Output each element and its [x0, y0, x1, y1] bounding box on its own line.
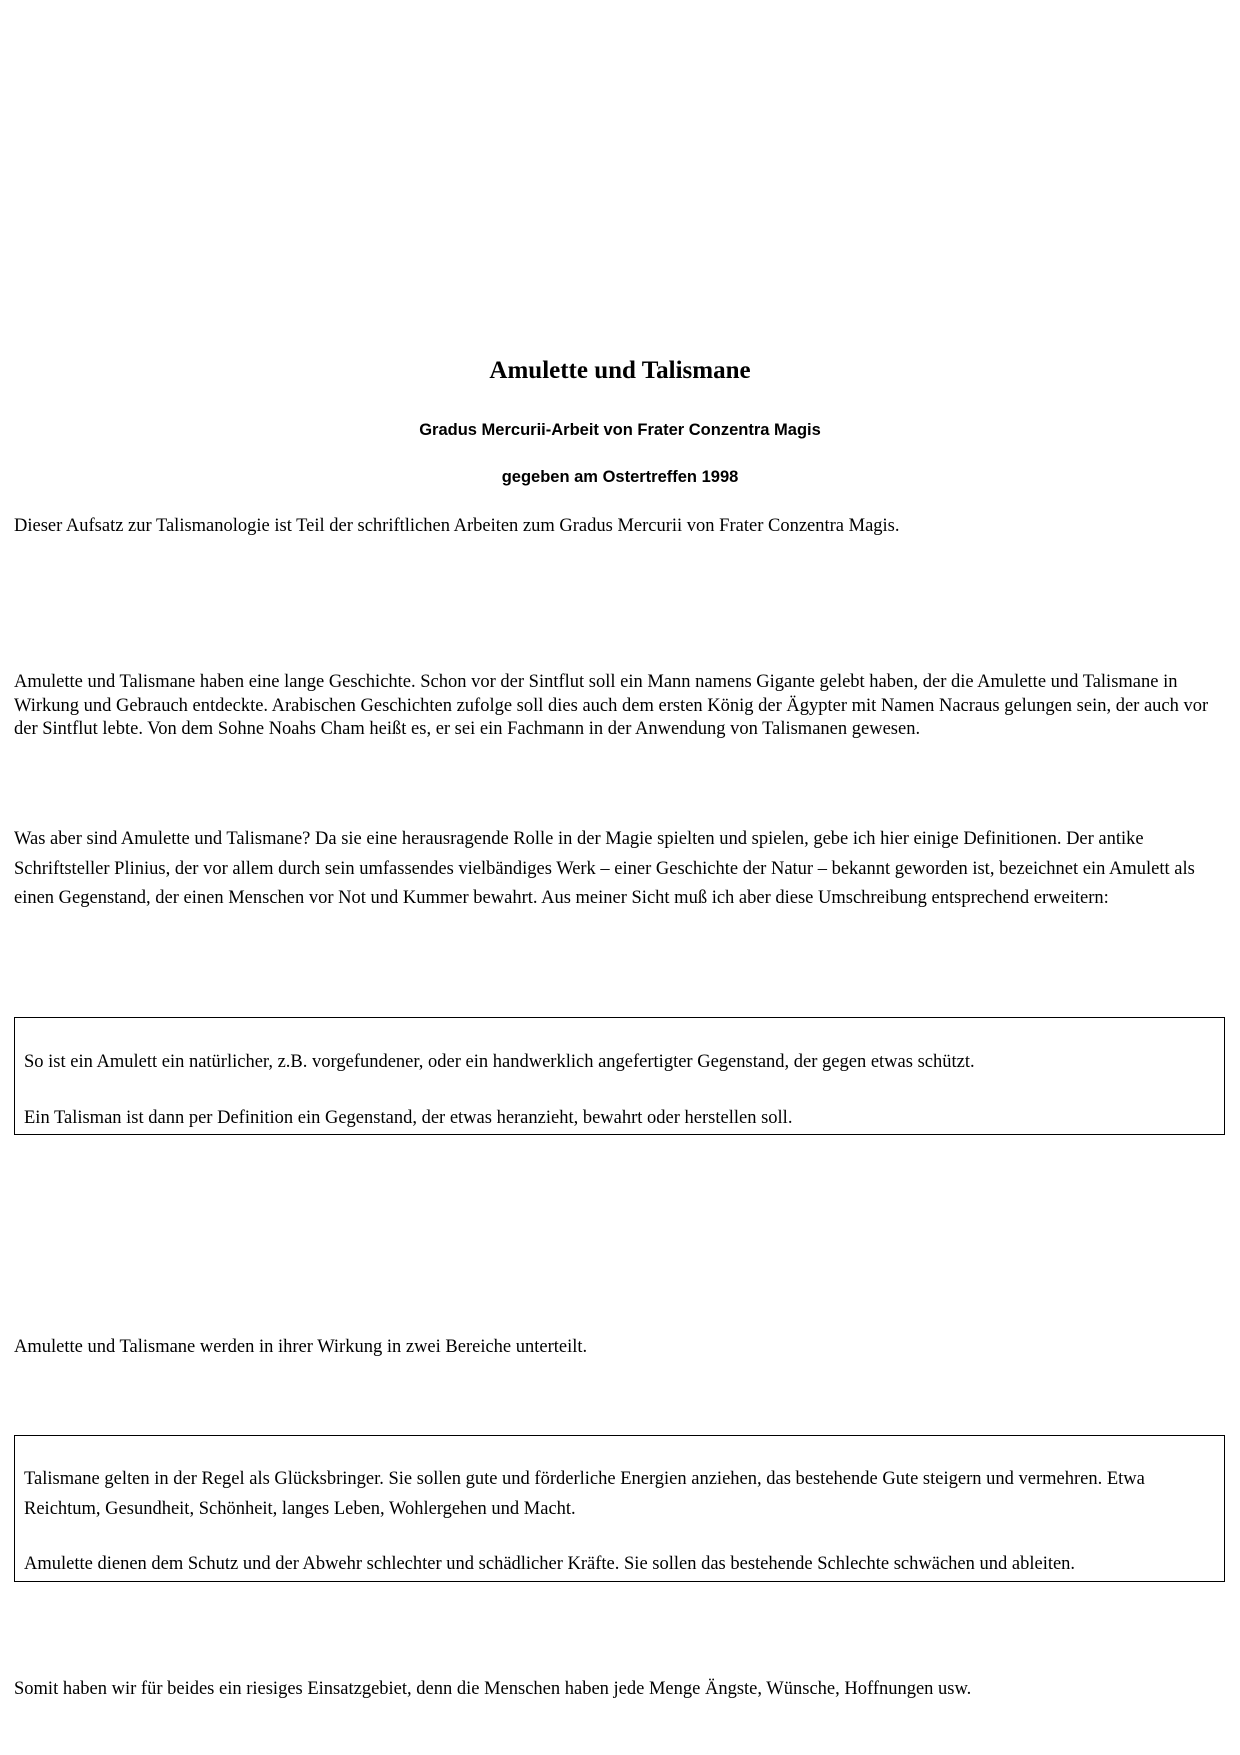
talisman-definition: Ein Talisman ist dann per Definition ein Gegenstand, der etwas heranzieht, bewahrt oder herstellen soll.	[24, 1108, 793, 1128]
intro-paragraph: Dieser Aufsatz zur Talismanologie ist Teil der schriftlichen Arbeiten zum Gradus Mercurii von Frater Conzentra Magis.	[14, 516, 900, 536]
summary-paragraph: Somit haben wir für beides ein riesiges Einsatzgebiet, denn die Menschen haben jede Menge Ängste, Wünsche, Hoffnungen usw.	[14, 1679, 972, 1699]
definition-box	[14, 1017, 1225, 1135]
document-subtitle: Gradus Mercurii-Arbeit von Frater Conzentra Magis	[419, 421, 821, 439]
amulette-effect: Amulette dienen dem Schutz und der Abwehr schlechter und schädlicher Kräfte. Sie sollen das bestehende Schlechte schwächen und ableiten.	[24, 1554, 1076, 1574]
effect-box	[14, 1435, 1225, 1582]
history-paragraph: Amulette und Talismane haben eine lange Geschichte. Schon vor der Sintflut soll ein Mann namens Gigante gelebt haben, der die Amulette und Talismane in Wirkung und Gebrauch entdeckte. Arabischen Geschichten zufolge soll dies auch dem ersten König der Ägypter mit Namen Nacraus gelungen sein, der auch vor der Sintflut lebte. Von dem Sohne Noahs Cham heißt es, er sei ein Fachmann in der Anwendung von Talismanen gewesen.	[14, 672, 1209, 739]
document-date-line: gegeben am Ostertreffen 1998	[501, 468, 739, 486]
document-title: Amulette und Talismane	[489, 357, 751, 384]
areas-paragraph: Amulette und Talismane werden in ihrer Wirkung in zwei Bereiche unterteilt.	[14, 1337, 588, 1357]
amulett-definition: So ist ein Amulett ein natürlicher, z.B. vorgefundener, oder ein handwerklich angefertigter Gegenstand, der gegen etwas schützt.	[24, 1052, 975, 1072]
talismane-effect: Talismane gelten in der Regel als Glücksbringer. Sie sollen gute und förderliche Energien anziehen, das bestehende Gute steigern und vermehren. Etwa Reichtum, Gesundheit, Schönheit, langes Leben, Wohlergehen und Macht.	[24, 1469, 1145, 1519]
definition-intro-paragraph: Was aber sind Amulette und Talismane? Da sie eine herausragende Rolle in der Magie spielten und spielen, gebe ich hier einige Definitionen. Der antike Schriftsteller Plinius, der vor allem durch sein umfassendes vielbändiges Werk – einer Geschichte der Natur – bekannt geworden ist, bezeichnet ein Amulett als einen Gegenstand, der einen Menschen vor Not und Kummer bewahrt. Aus meiner Sicht muß ich aber diese Umschreibung entsprechend erweitern:	[14, 829, 1195, 908]
